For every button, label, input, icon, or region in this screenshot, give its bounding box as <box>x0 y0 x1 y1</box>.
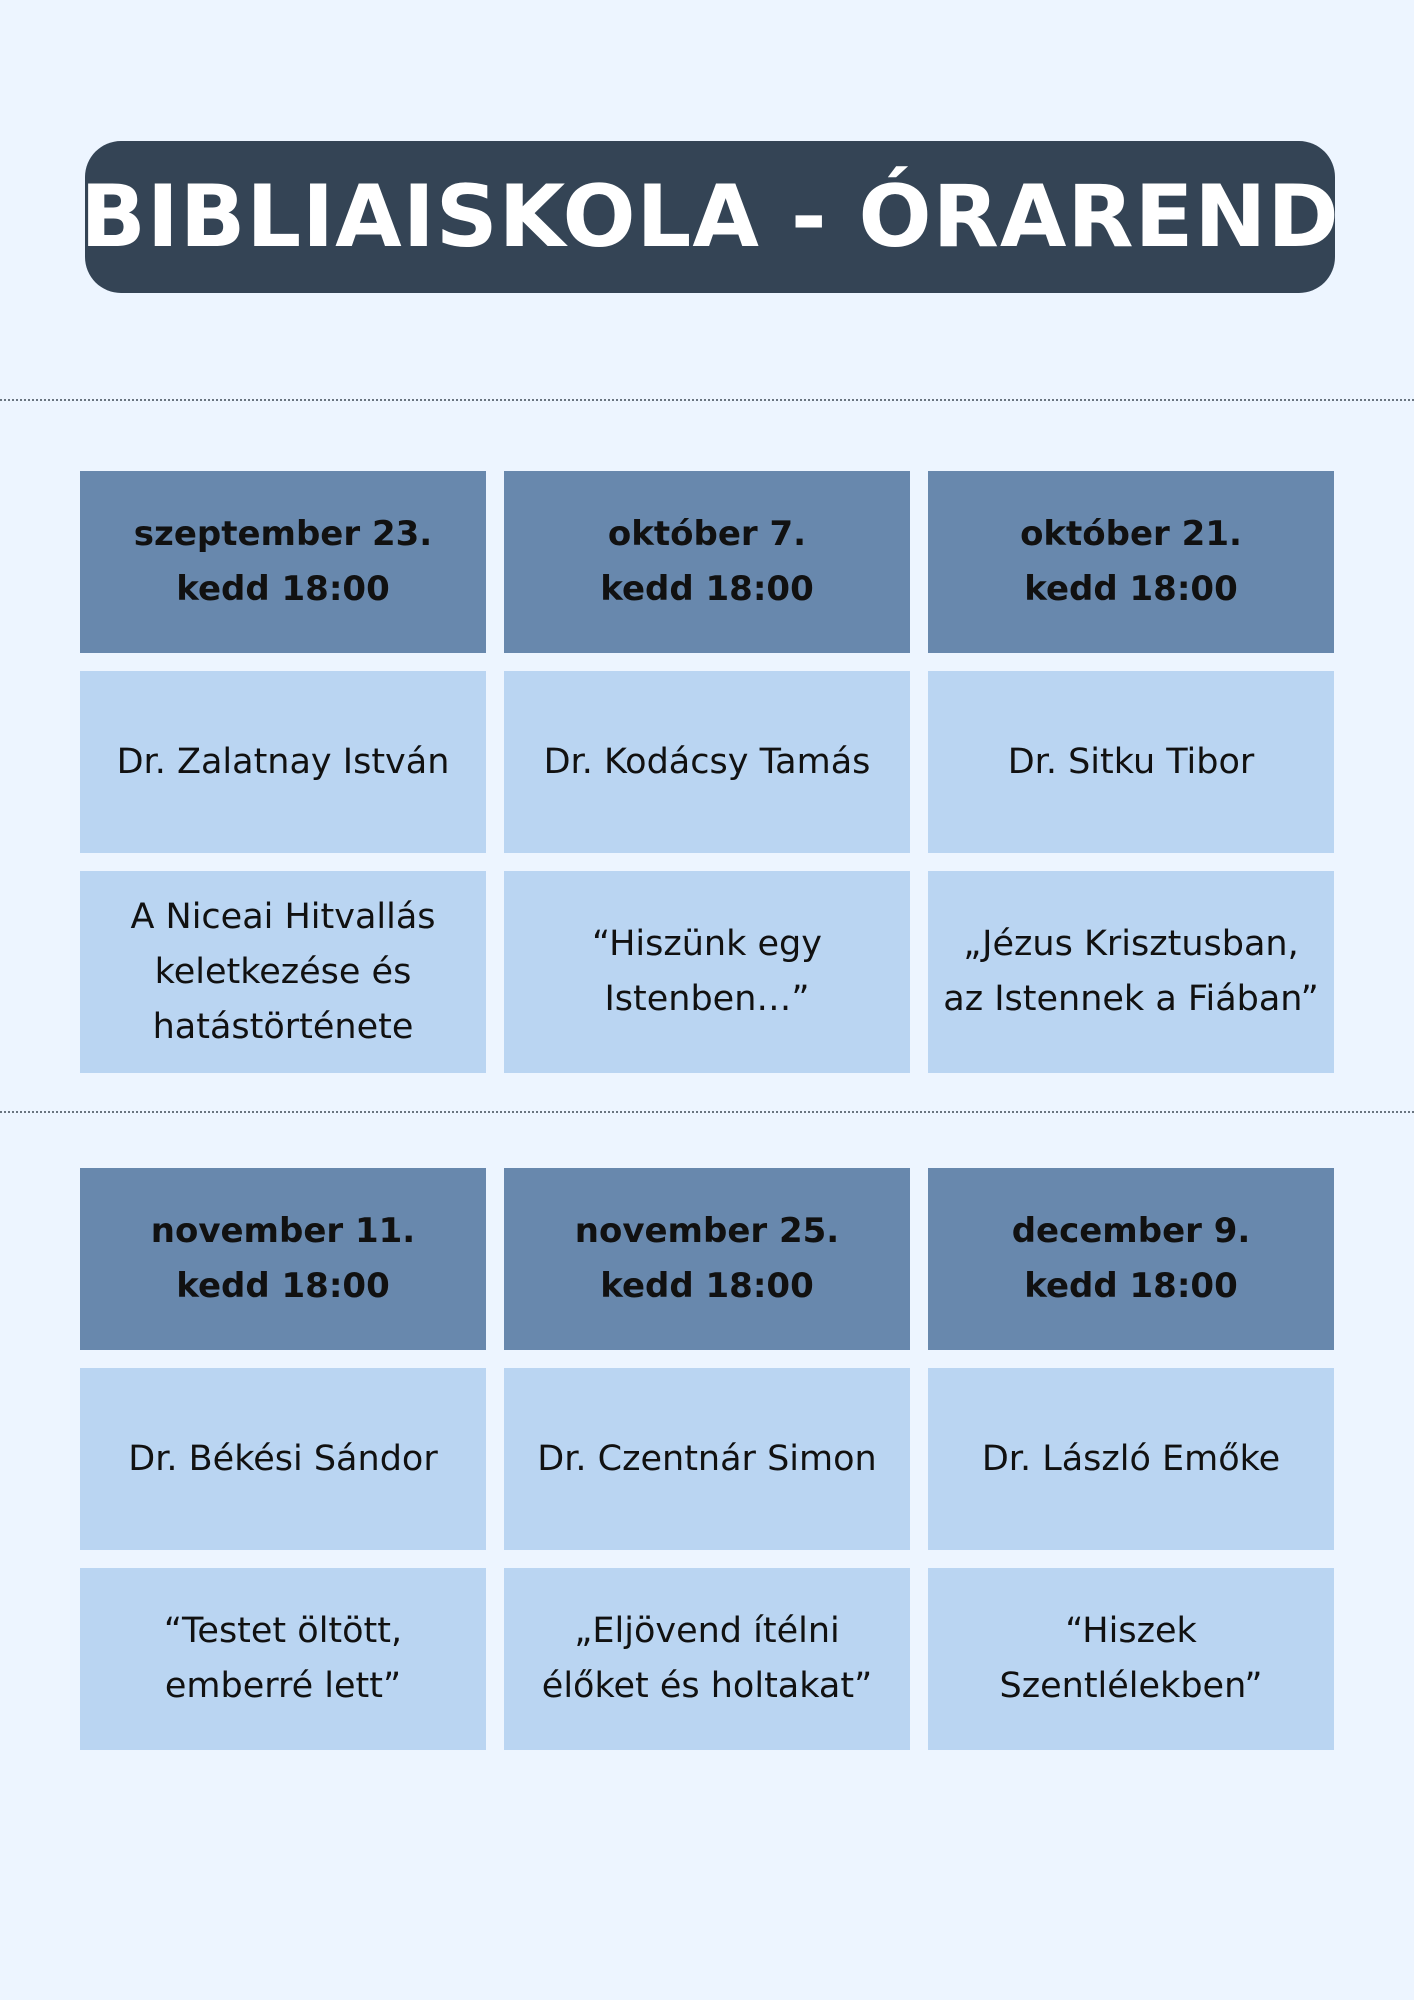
session-topic: „Jézus Krisztusban, az Istennek a Fiában” <box>928 871 1334 1073</box>
session-speaker: Dr. Sitku Tibor <box>928 671 1334 853</box>
page-title: BIBLIAISKOLA - ÓRAREND <box>80 167 1340 267</box>
session-speaker: Dr. Kodácsy Tamás <box>504 671 910 853</box>
session-card <box>80 471 486 1073</box>
title-banner <box>80 141 1340 293</box>
session-time-label: kedd 18:00 <box>600 1266 814 1306</box>
session-date-label: szeptember 23. <box>133 514 433 554</box>
session-time-label: kedd 18:00 <box>600 569 814 609</box>
session-date-label: október 21. <box>1020 514 1242 554</box>
session-date <box>80 471 486 653</box>
session-speaker: Dr. László Emőke <box>928 1368 1334 1550</box>
divider-top <box>0 399 1414 401</box>
session-topic: “Hiszünk egy Istenben…” <box>504 871 910 1073</box>
session-date <box>80 1168 486 1350</box>
session-topic: A Niceai Hitvallás keletkezése és hatástörténete <box>80 871 486 1073</box>
session-date-label: november 11. <box>150 1211 416 1251</box>
schedule-row-1 <box>80 471 1334 1073</box>
divider-middle <box>0 1111 1414 1113</box>
session-speaker: Dr. Békési Sándor <box>80 1368 486 1550</box>
session-card <box>928 471 1334 1073</box>
session-card <box>504 471 910 1073</box>
session-date-label: november 25. <box>574 1211 840 1251</box>
session-speaker: Dr. Zalatnay István <box>80 671 486 853</box>
session-date <box>928 471 1334 653</box>
session-date <box>504 471 910 653</box>
session-speaker: Dr. Czentnár Simon <box>504 1368 910 1550</box>
session-card <box>80 1168 486 1750</box>
session-time-label: kedd 18:00 <box>176 1266 390 1306</box>
session-date <box>928 1168 1334 1350</box>
session-time-label: kedd 18:00 <box>1024 569 1238 609</box>
session-date <box>504 1168 910 1350</box>
schedule-row-2 <box>80 1168 1334 1750</box>
session-card <box>504 1168 910 1750</box>
session-topic: „Eljövend ítélni élőket és holtakat” <box>504 1568 910 1750</box>
session-time-label: kedd 18:00 <box>176 569 390 609</box>
session-date-label: október 7. <box>607 514 807 554</box>
session-card <box>928 1168 1334 1750</box>
session-topic: “Testet öltött, emberré lett” <box>80 1568 486 1750</box>
session-time-label: kedd 18:00 <box>1024 1266 1238 1306</box>
session-topic: “Hiszek Szentlélekben” <box>928 1568 1334 1750</box>
session-date-label: december 9. <box>1011 1211 1251 1251</box>
